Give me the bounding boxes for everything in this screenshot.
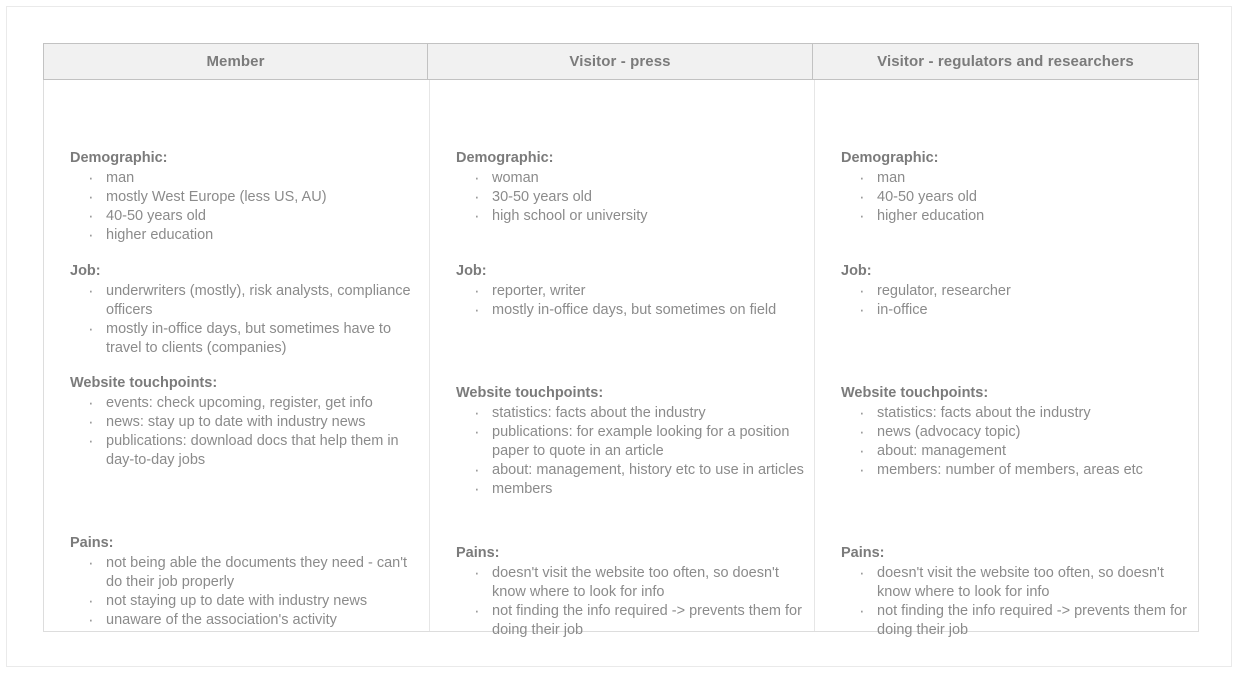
list-item: · not finding the info required -> prevents them for doing their job <box>472 602 806 640</box>
section-website-touchpoints <box>841 385 1190 480</box>
section-title: Website touchpoints: <box>70 375 218 391</box>
section-title: Job: <box>841 263 872 279</box>
column-header-member[interactable] <box>43 43 428 80</box>
list-item: · not staying up to date with industry news <box>86 592 421 611</box>
section-list <box>70 554 421 630</box>
section-website-touchpoints <box>70 375 421 470</box>
section-demographic <box>841 150 1190 226</box>
list-item: · mostly West Europe (less US, AU) <box>86 188 421 207</box>
section-list <box>70 282 421 358</box>
list-item: · man <box>857 169 1190 188</box>
list-item: · higher education <box>86 226 421 245</box>
list-item: · publications: download docs that help them in day-to-day jobs <box>86 432 421 470</box>
page-canvas <box>6 6 1232 667</box>
section-list <box>456 169 806 226</box>
list-item: · underwriters (mostly), risk analysts, compliance officers <box>86 282 421 320</box>
section-list <box>841 282 1190 320</box>
list-item: · high school or university <box>472 207 806 226</box>
list-item: · doesn't visit the website too often, so doesn't know where to look for info <box>472 564 806 602</box>
list-item: · 40-50 years old <box>86 207 421 226</box>
list-item: · higher education <box>857 207 1190 226</box>
section-title: Job: <box>70 263 101 279</box>
column-header-visitor-regulators-researchers[interactable] <box>813 43 1199 80</box>
persona-comparison-table <box>43 43 1199 638</box>
list-item: · statistics: facts about the industry <box>857 404 1190 423</box>
section-job <box>841 263 1190 320</box>
table-body-row <box>43 80 1199 638</box>
list-item: · man <box>86 169 421 188</box>
column-body-visitor-regulators-researchers <box>814 80 1198 638</box>
list-item: · events: check upcoming, register, get info <box>86 394 421 413</box>
section-list <box>841 169 1190 226</box>
section-list <box>456 564 806 640</box>
list-item: · mostly in-office days, but sometimes on field <box>472 301 806 320</box>
list-item: · not being able the documents they need - can't do their job properly <box>86 554 421 592</box>
section-job <box>70 263 421 358</box>
section-demographic <box>70 150 421 245</box>
column-header-label: Member <box>206 53 265 70</box>
section-title: Demographic: <box>456 150 554 166</box>
list-item: · mostly in-office days, but sometimes have to travel to clients (companies) <box>86 320 421 358</box>
section-title: Demographic: <box>841 150 939 166</box>
list-item: · not finding the info required -> prevents them for doing their job <box>857 602 1190 640</box>
list-item: · statistics: facts about the industry <box>472 404 806 423</box>
section-job <box>456 263 806 320</box>
list-item: · woman <box>472 169 806 188</box>
list-item: · members <box>472 480 806 499</box>
section-title: Job: <box>456 263 487 279</box>
section-list <box>456 282 806 320</box>
section-title: Website touchpoints: <box>841 385 989 401</box>
table-header-row <box>43 43 1199 80</box>
list-item: · regulator, researcher <box>857 282 1190 301</box>
column-header-visitor-press[interactable] <box>428 43 813 80</box>
section-pains <box>456 545 806 640</box>
section-list <box>841 564 1190 640</box>
list-item: · members: number of members, areas etc <box>857 461 1190 480</box>
list-item: · reporter, writer <box>472 282 806 301</box>
section-list <box>70 169 421 245</box>
column-header-label: Visitor - regulators and researchers <box>877 53 1134 70</box>
column-header-label: Visitor - press <box>569 53 671 70</box>
column-body-visitor-press <box>429 80 814 638</box>
list-item: · in-office <box>857 301 1190 320</box>
column-body-member <box>44 80 429 631</box>
section-pains <box>70 535 421 630</box>
list-item: · about: management, history etc to use in articles <box>472 461 806 480</box>
section-title: Website touchpoints: <box>456 385 604 401</box>
section-title: Pains: <box>70 535 114 551</box>
list-item: · news (advocacy topic) <box>857 423 1190 442</box>
list-item: · unaware of the association's activity <box>86 611 421 630</box>
section-list <box>456 404 806 499</box>
list-item: · about: management <box>857 442 1190 461</box>
section-pains <box>841 545 1190 640</box>
section-list <box>841 404 1190 480</box>
section-title: Demographic: <box>70 150 168 166</box>
section-website-touchpoints <box>456 385 806 499</box>
list-item: · publications: for example looking for a position paper to quote in an article <box>472 423 806 461</box>
section-title: Pains: <box>456 545 500 561</box>
list-item: · 30-50 years old <box>472 188 806 207</box>
list-item: · doesn't visit the website too often, so doesn't know where to look for info <box>857 564 1190 602</box>
list-item: · news: stay up to date with industry news <box>86 413 421 432</box>
section-title: Pains: <box>841 545 885 561</box>
section-demographic <box>456 150 806 226</box>
list-item: · 40-50 years old <box>857 188 1190 207</box>
section-list <box>70 394 421 470</box>
